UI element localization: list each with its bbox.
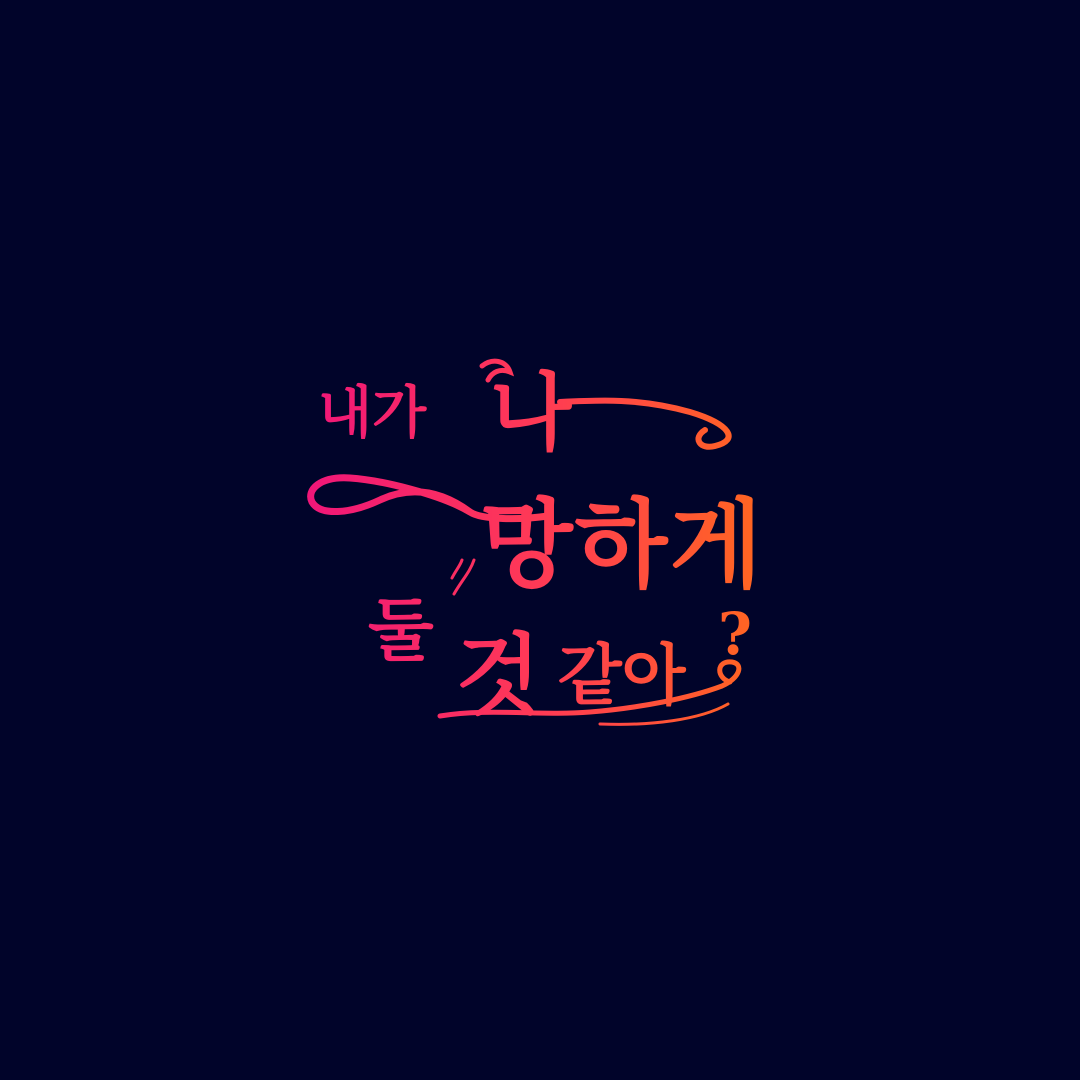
title-word-dul: 둘 — [368, 591, 434, 671]
title-word-gata: 같아 — [558, 636, 686, 714]
title-question-mark: ? — [718, 600, 752, 668]
flourish-leaf-mid — [452, 560, 474, 594]
title-word-manghage: 망하게 — [480, 488, 765, 601]
title-word-naega: 내가 — [318, 380, 427, 446]
title-word-geot: 것 — [456, 623, 542, 727]
flourish-top-right — [560, 401, 729, 447]
title-word-na: 나 — [490, 363, 572, 462]
